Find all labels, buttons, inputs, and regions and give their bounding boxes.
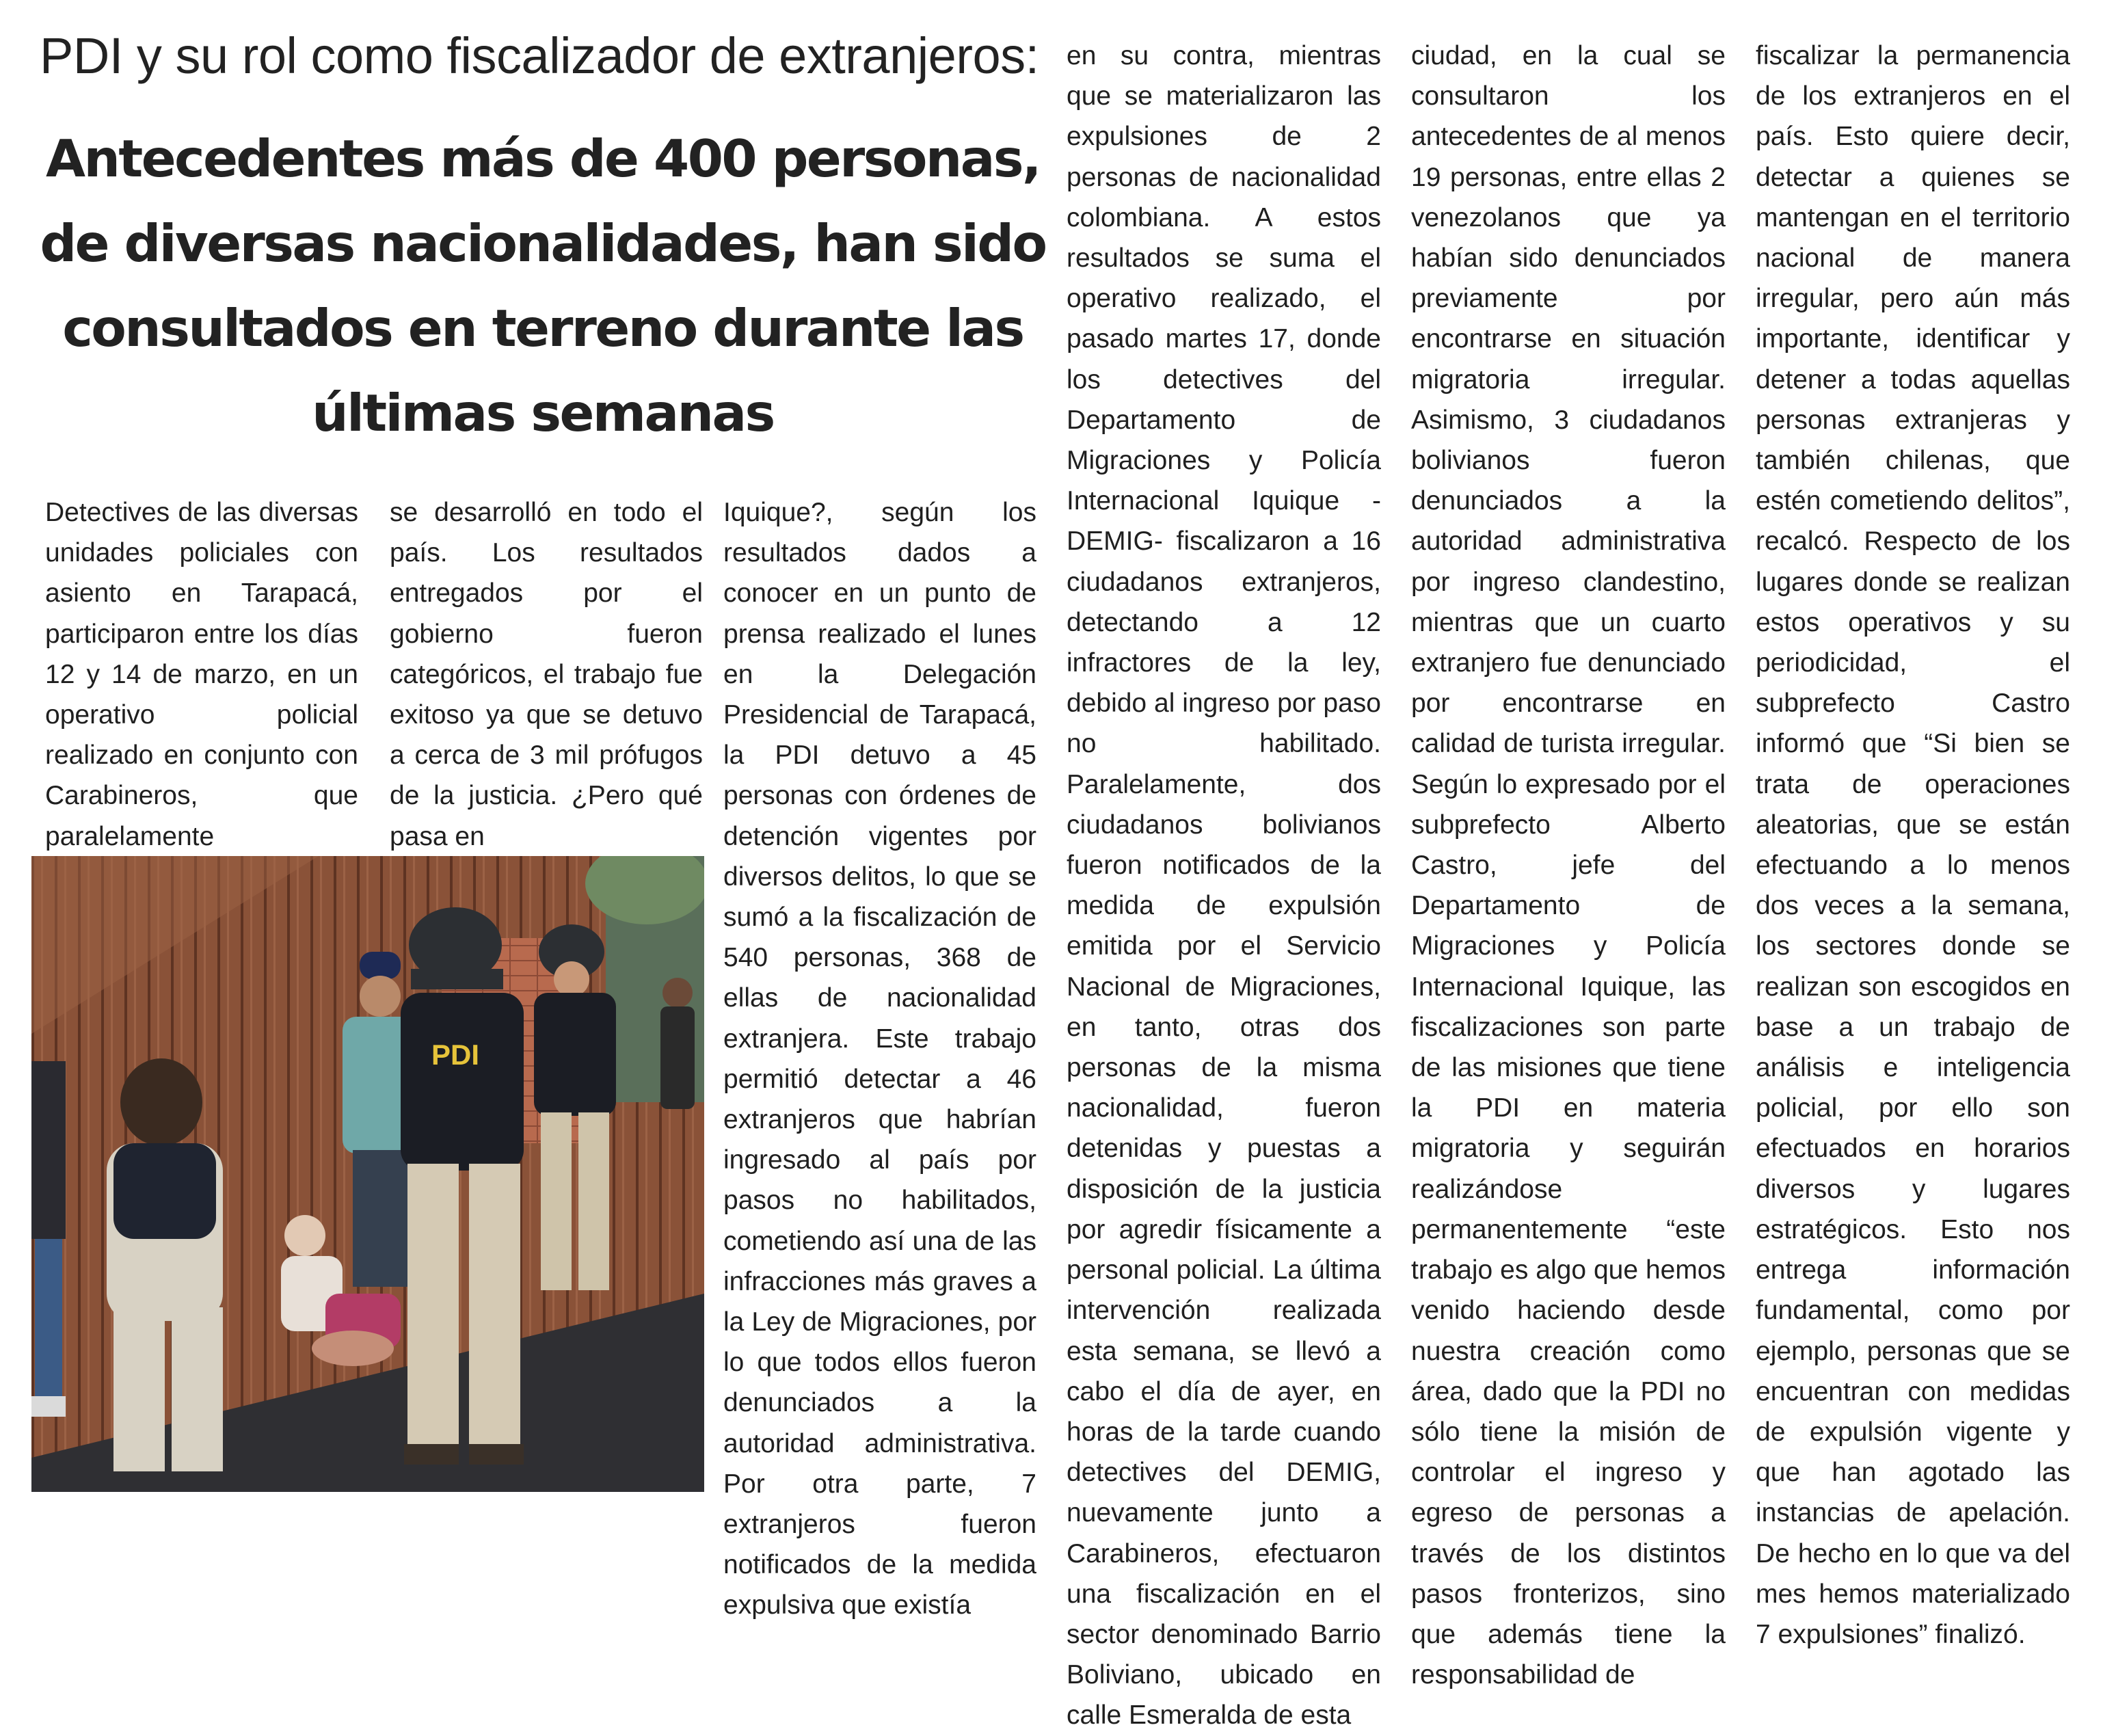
article-column-1 — [45, 492, 358, 857]
left-edge-person — [31, 1061, 66, 1417]
background-figure — [660, 978, 695, 1109]
police-operation-illustration — [31, 856, 704, 1492]
article-column-4 — [1067, 36, 1381, 1736]
vest-label: PDI — [431, 1039, 480, 1071]
column-text: en su contra, mientras que se materializaron las expulsiones de 2 personas de nacionalidad colombiana. A estos resultados se suma el operativo realizado, el pasado martes 17, donde los detectives del Departamento de Migraciones y Policía Internacional Iquique -DEMIG- fiscalizaron a 16 ciudadanos extranjeros, detectando a 12 infractores de la ley, debido al ingreso por paso no habilitado. Paralelamente, dos ciudadanos bolivianos fueron notificados de la medida de expulsión emitida por el Servicio Nacional de Migraciones, en tanto, otras dos personas de la misma nacionalidad, fueron detenidas y puestas a disposición de la justicia por agredir físicamente a personal policial. La última intervención realizada esta semana, se llevó a cabo el día de ayer, en horas de la tarde cuando detectives del DEMIG, nuevamente junto a Carabineros, efectuaron una fiscalización en el sector denominado Barrio Boliviano, ubicado en calle Esmeralda de esta — [1067, 41, 1381, 1731]
article-column-6 — [1756, 36, 2070, 1655]
article-column-5 — [1411, 36, 1726, 1695]
column-text: se desarrolló en todo el país. Los resultados entregados por el gobierno fueron categóricos, el trabajo fue exitoso ya que se detuvo a cerca de 3 mil prófugos de la justicia. ¿Pero qué pasa en — [390, 498, 703, 851]
column-text: fiscalizar la permanencia de los extranjeros en el país. Esto quiere decir, detectar a quienes se mantengan en el territorio nacional de manera irregular, pero aún más importante, identificar y detener a todas aquellas personas extranjeras y también chilenas, que estén cometiendo delitos”, recalcó. Respecto de los lugares donde se realizan estos operativos y su periodicidad, el subprefecto Castro informó que “Si bien se trata de operaciones aleatorias, que se están efectuando a lo menos dos veces a la semana, los sectores donde se realizan son escogidos en base a un trabajo de análisis e inteligencia policial, por ello son efectuados en horarios diversos y lugares estratégicos. Esto nos entrega información fundamental, como por ejemplo, personas que se encuentran con medidas de expulsión vigente y que han agotado las instancias de apelación. De hecho en lo que va del mes hemos materializado 7 expulsiones” finalizó. — [1756, 41, 2070, 1649]
column-text: ciudad, en la cual se consultaron los antecedentes de al menos 19 personas, entre ellas 2 venezolanos que ya habían sido denunciados previamente por encontrarse en situación migratoria irregular. Asimismo, 3 ciudadanos bolivianos fueron denunciados a la autoridad administrativa por ingreso clandestino, mientras que un cuarto extranjero fue denunciado por encontrarse en calidad de turista irregular. Según lo expresado por el subprefecto Alberto Castro, jefe del Departamento de Migraciones y Policía Internacional Iquique, las fiscalizaciones son parte de las misiones que tiene la PDI en materia migratoria y seguirán realizándose permanentemente “este trabajo es algo que hemos venido haciendo desde nuestra creación como área, dado que la PDI no sólo tiene la misión de controlar el ingreso y egreso de personas a través de los distintos pasos fronterizos, sino que además tiene la responsabilidad de — [1411, 41, 1726, 1690]
column-text: Detectives de las diversas unidades policiales con asiento en Tarapacá, participaron entre los días 12 y 14 de marzo, en un operativo policial realizado en conjunto con Carabineros, que paralelamente — [45, 498, 358, 851]
article-kicker: PDI y su rol como fiscalizador de extranjeros: — [40, 27, 1039, 84]
article-headline: Antecedentes más de 400 personas, de diversas nacionalidades, han sido consultados en terreno durante las últimas semanas — [40, 129, 1046, 443]
article-column-2 — [390, 492, 703, 857]
article-column-3 — [723, 492, 1036, 1626]
article-photo — [31, 856, 704, 1492]
column-text: Iquique?, según los resultados dados a conocer en un punto de prensa realizado el lunes en la Delegación Presidencial de Tarapacá, la PDI detuvo a 45 personas con órdenes de detención vigentes por diversos delitos, lo que se sumó a la fiscalización de 540 personas, 368 de ellas de nacionalidad extranjera. Este trabajo permitió detectar a 46 extranjeros que habrían ingresado al país por pasos no habilitados, cometiendo así una de las infracciones más graves a la Ley de Migraciones, por lo que todos ellos fueron denunciados a la autoridad administrativa. Por otra parte, 7 extranjeros fueron notificados de la medida expulsiva que existía — [723, 498, 1036, 1620]
